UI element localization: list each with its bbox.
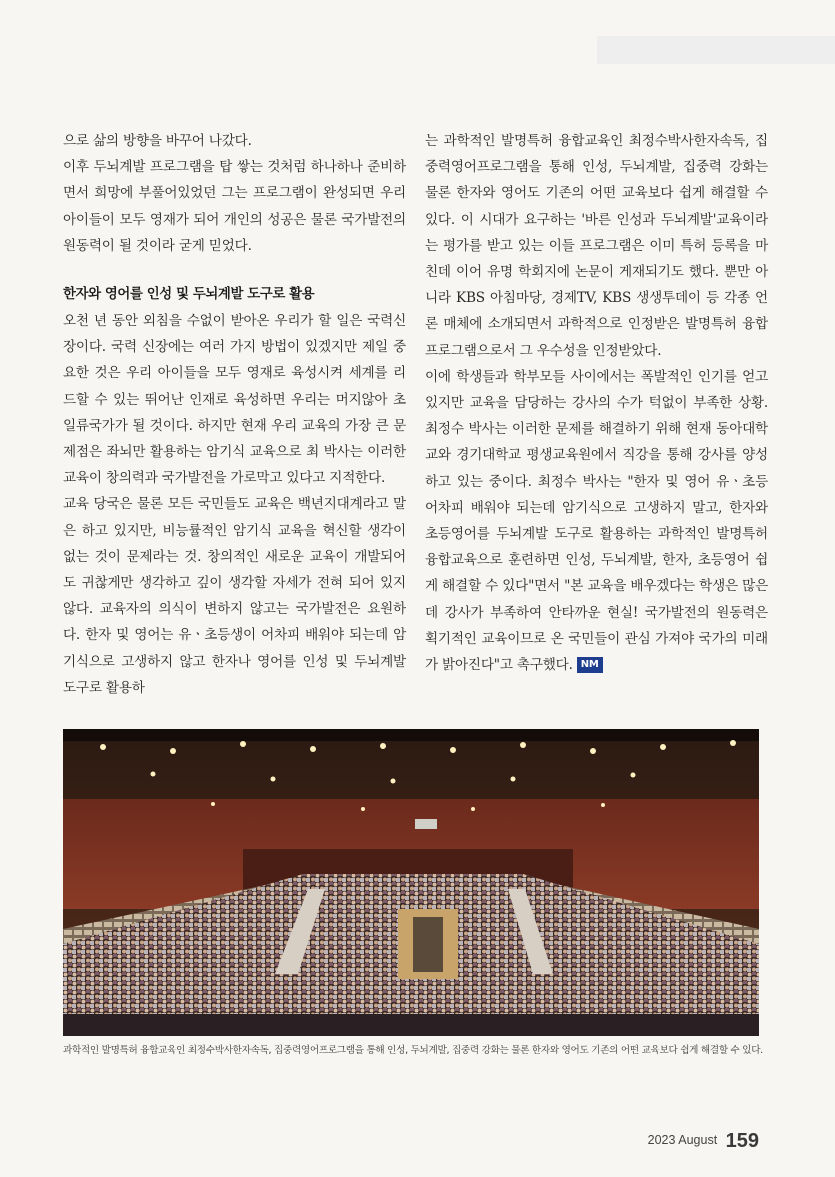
paragraph: 이후 두뇌계발 프로그램을 탑 쌓는 것처럼 하나하나 준비하면서 희망에 부풀어있었던 그는 프로그램이 완성되면 우리 아이들이 모두 영재가 되어 개인의 성공은 물론 국가발전의 원동력이 될 것이라 굳게 믿었다. (63, 159, 406, 254)
paragraph: 으로 삶의 방향을 바꾸어 나갔다. (63, 133, 252, 149)
article-right-column (425, 128, 768, 678)
article-left-column (63, 128, 406, 701)
paragraph: 오천 년 동안 외침을 수없이 받아온 우리가 할 일은 국력신장이다. 국력 신장에는 여러 가지 방법이 있겠지만 제일 중요한 것은 우리 아이들을 모두 영재로 육성시켜 세계를 리드할 수 있는 뛰어난 인재로 육성하면 우리는 머지않아 초일류국가가 될 것이다. 하지만 현재 우리 교육의 가장 큰 문제점은 좌뇌만 활용하는 암기식 교육으로 최 박사는 이러한 교육이 창의력과 국가발전을 가로막고 있다고 지적한다. (63, 313, 406, 487)
paragraph: 교육 당국은 물론 모든 국민들도 교육은 백년지대계라고 말은 하고 있지만, 비능률적인 암기식 교육을 혁신할 생각이 없는 것이 문제라는 것. 창의적인 새로운 교육이 개발되어도 귀찮게만 생각하고 깊이 생각할 자세가 전혀 되어 있지 않다. 교육자의 의식이 변하지 않고는 국가발전은 요원하다. 한자 및 영어는 유ㆍ초등생이 어차피 배워야 되는데 암기식으로 고생하지 않고 한자나 영어를 인성 및 두뇌계발 도구로 활용하 (63, 496, 406, 696)
section-tab (597, 36, 835, 64)
section-heading: 한자와 영어를 인성 및 두뇌계발 도구로 활용 (63, 287, 315, 303)
page-number: 159 (725, 1130, 759, 1152)
paragraph (425, 364, 768, 678)
paragraph-text: 이에 학생들과 학부모들 사이에서는 폭발적인 인기를 얻고 있지만 교육을 담당하는 강사의 수가 턱없이 부족한 상황. 최정수 박사는 이러한 문제를 해결하기 위해 현재 동아대학교와 경기대학교 평생교육원에서 직강을 통해 강사를 양성하고 있는 중이다. 최정수 박사는 "한자 및 영어 유ㆍ초등 어차피 배워야 되는데 암기식으로 고생하지 말고, 한자와 초등영어를 두뇌계발 도구로 활용하는 과학적인 발명특허 융합교육으로 훈련하면 인성, 두뇌계발, 한자, 초등영어 쉽게 해결할 수 있다"면서 "본 교육을 배우겠다는 학생은 많은데 강사가 부족하여 안타까운 현실! 국가발전의 원동력은 획기적인 교육이므로 온 국민들이 관심 가져야 국가의 미래가 밝아진다"고 촉구했다. (425, 368, 768, 674)
photo-caption: 과학적인 발명특허 융합교육인 최정수박사한자속독, 집중력영어프로그램을 통해 인성, 두뇌계발, 집중력 강화는 물론 한자와 영어도 기존의 어떤 교육보다 쉽게 해결할 수 있다. (63, 1045, 763, 1056)
issue-label: 2023 August (647, 1133, 718, 1147)
page-footer (648, 1130, 759, 1153)
auditorium-photo (63, 729, 759, 1036)
paragraph: 는 과학적인 발명특허 융합교육인 최정수박사한자속독, 집중력영어프로그램을 통해 인성, 두뇌계발, 집중력 강화는 물론 한자와 영어도 기존의 어떤 교육보다 쉽게 해결할 수 있다. 이 시대가 요구하는 '바른 인성과 두뇌계발'교육이라는 평가를 받고 있는 이들 프로그램은 이미 특허 등록을 마친데 이어 유명 학회지에 논문이 게재되기도 했다. 뿐만 아니라 KBS 아침마당, 경제TV, KBS 생생투데이 등 각종 언론 매체에 소개되면서 과학적으로 인정받은 발명특허 융합 프로그램으로서 그 우수성을 인정받았다. (425, 133, 768, 359)
auditorium-illustration (63, 729, 759, 1036)
end-mark-badge: NM (577, 657, 603, 673)
